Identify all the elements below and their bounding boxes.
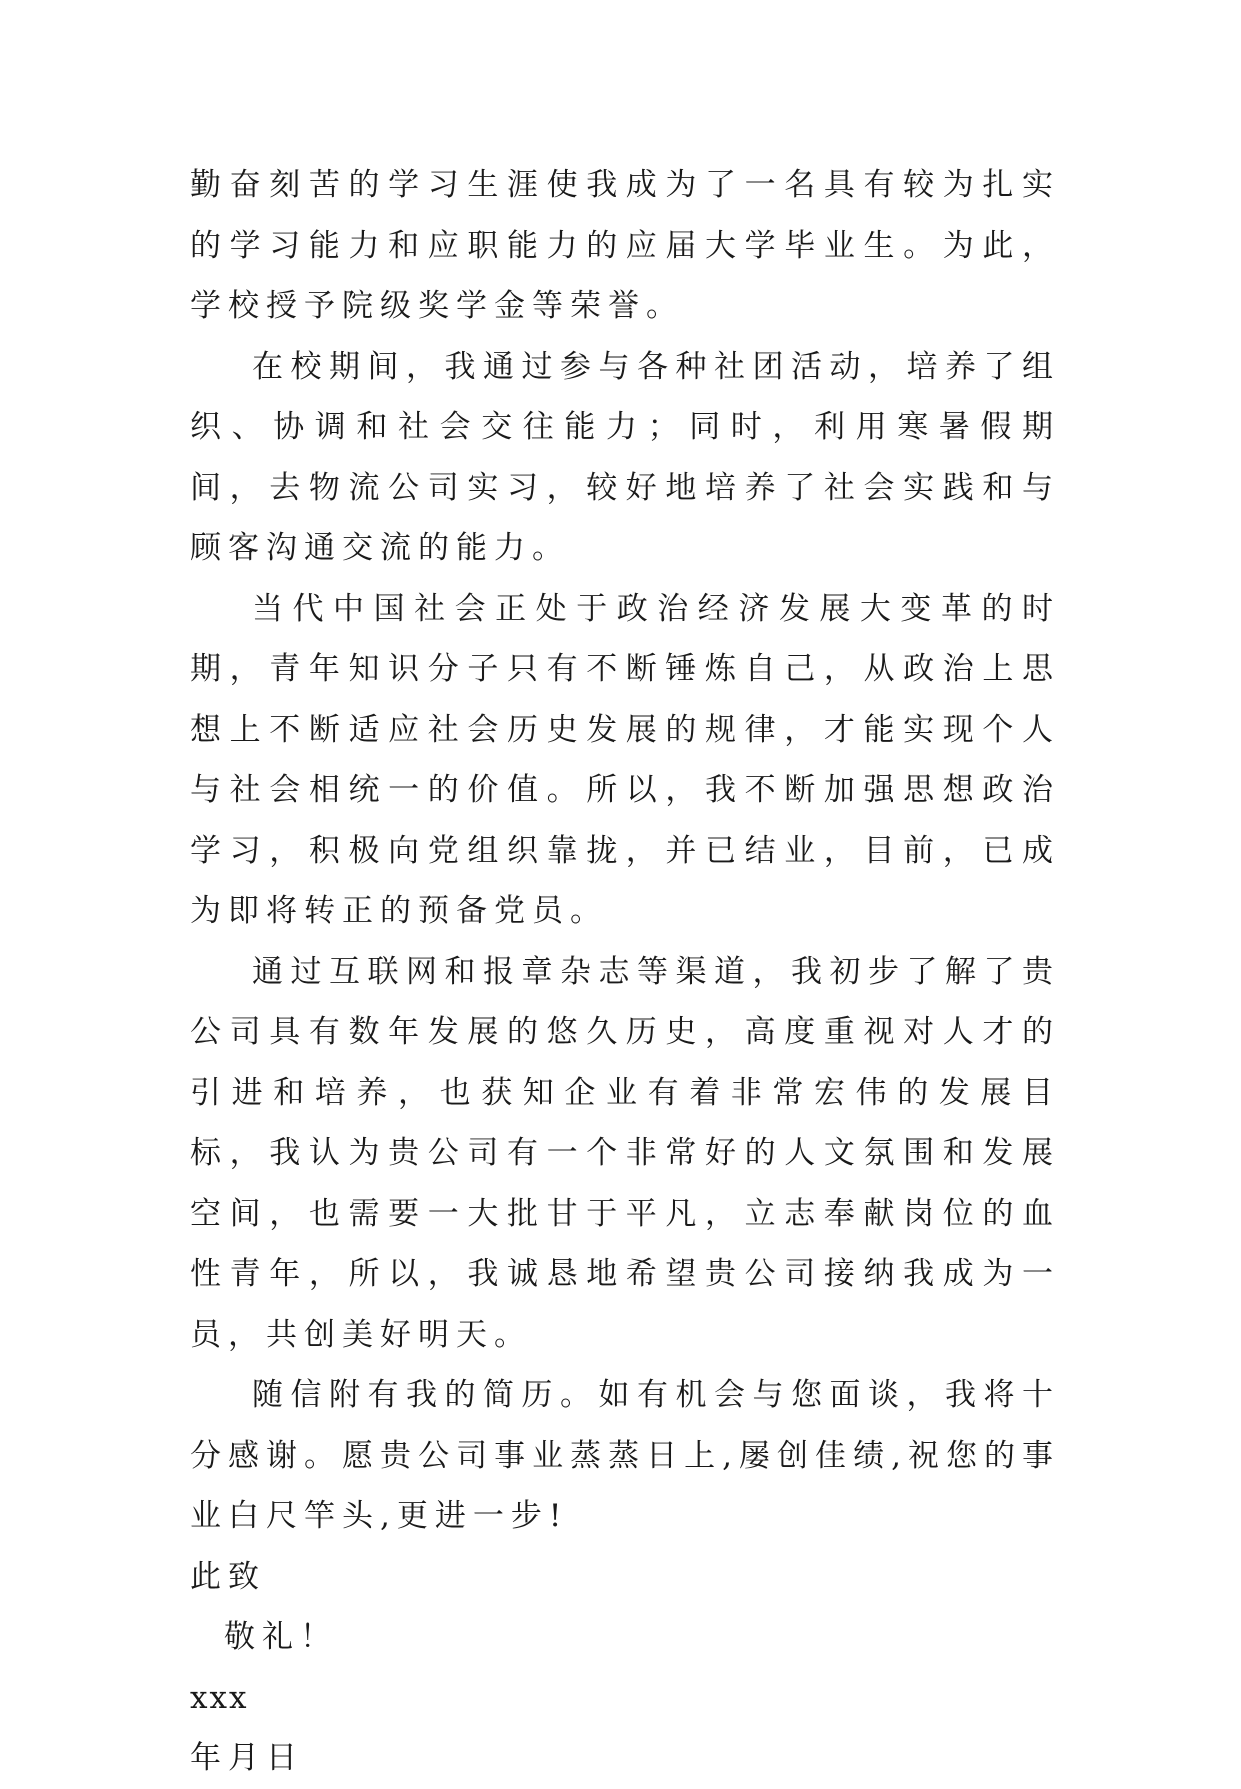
letter-body: [190, 155, 1060, 1789]
paragraph-company-interest: 通过互联网和报章杂志等渠道，我初步了解了贵公司具有数年发展的悠久历史，高度重视对人才的引进和培养，也获知企业有着非常宏伟的发展目标，我认为贵公司有一个非常好的人文氛围和发展空间，也需要一大批甘于平凡，立志奉献岗位的血性青年，所以，我诚恳地希望贵公司接纳我成为一员，共创美好明天。: [190, 953, 1060, 1353]
paragraph-campus-activities: 在校期间，我通过参与各种社团活动，培养了组织、协调和社会交往能力；同时，利用寒暑假期间，去物流公司实习，较好地培养了社会实践和与顾客沟通交流的能力。: [190, 348, 1060, 566]
paragraph-intro: 勤奋刻苦的学习生涯使我成为了一名具有较为扎实的学习能力和应职能力的应届大学毕业生。为此，学校授予院级奖学金等荣誉。: [190, 167, 1060, 324]
paragraph-closing-wishes: 随信附有我的简历。如有机会与您面谈，我将十分感谢。愿贵公司事业蒸蒸日上,屡创佳绩,祝您的事业白尺竿头,更进一步!: [190, 1377, 1060, 1534]
signature-name: xxx: [190, 1679, 249, 1716]
closing-salutation: 此致: [190, 1558, 266, 1595]
paragraph-political-growth: 当代中国社会正处于政治经济发展大变革的时期，青年知识分子只有不断锤炼自己，从政治上思想上不断适应社会历史发展的规律，才能实现个人与社会相统一的价值。所以，我不断加强思想政治学习，积极向党组织靠拢，并已结业，目前，已成为即将转正的预备党员。: [190, 590, 1060, 929]
signature-date: 年月日: [190, 1740, 304, 1776]
closing-respect: 敬礼！: [224, 1619, 338, 1655]
